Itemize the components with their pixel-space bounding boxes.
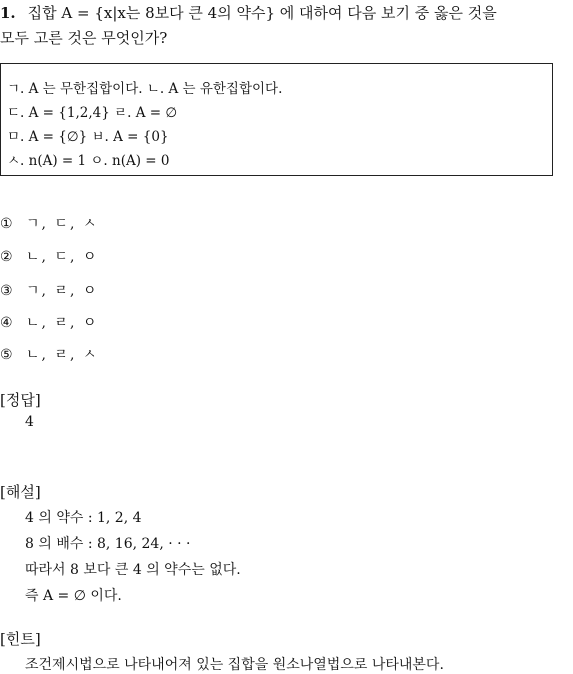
option-5[interactable] (0, 344, 98, 364)
option-4[interactable] (0, 312, 98, 332)
choices-line-4: ㅅ. n(A) = 1 ㅇ. n(A) = 0 (7, 153, 170, 169)
option-1-items: ㄱ, ㄷ, ㅅ (26, 216, 99, 232)
solution-line-1: 4 의 약수 : 1, 2, 4 (25, 510, 142, 526)
option-2-number: ② (0, 249, 13, 265)
choices-line-3: ㅁ. A = {∅} ㅂ. A = {0} (7, 129, 169, 145)
question-line-2: 모두 고른 것은 무엇인가? (0, 29, 168, 47)
option-5-items: ㄴ, ㄹ, ㅅ (26, 347, 99, 363)
question-text-1: 집합 A = {x|x는 8보다 큰 4의 약수} 에 대하여 다음 보기 중 옳은 것을 (27, 4, 497, 22)
choices-line-1: ㄱ. A 는 무한집합이다. ㄴ. A 는 유한집합이다. (7, 81, 283, 97)
answer-title: [정답] (0, 391, 41, 409)
solution-line-4: 즉 A = ∅ 이다. (25, 588, 122, 604)
hint-text: 조건제시법으로 나타내어져 있는 집합을 원소나열법으로 나타내본다. (25, 657, 444, 673)
solution-title: [해설] (0, 483, 41, 501)
option-2-items: ㄴ, ㄷ, ㅇ (26, 249, 99, 265)
option-4-number: ④ (0, 315, 13, 331)
question-line-1 (0, 2, 497, 23)
solution-line-2: 8 의 배수 : 8, 16, 24, · · · (25, 536, 191, 552)
option-3[interactable] (0, 280, 98, 300)
option-3-items: ㄱ, ㄹ, ㅇ (26, 283, 99, 299)
choices-line-2: ㄷ. A = {1,2,4} ㄹ. A = ∅ (7, 105, 178, 121)
option-4-items: ㄴ, ㄹ, ㅇ (26, 315, 99, 331)
choices-box (0, 63, 553, 176)
solution-line-3: 따라서 8 보다 큰 4 의 약수는 없다. (25, 562, 241, 578)
option-1[interactable] (0, 213, 98, 233)
option-2[interactable] (0, 246, 98, 266)
option-1-number: ① (0, 216, 13, 232)
answer-value: 4 (25, 414, 34, 430)
question-number: 1. (0, 4, 16, 22)
option-5-number: ⑤ (0, 347, 13, 363)
hint-title: [힌트] (0, 630, 41, 648)
option-3-number: ③ (0, 283, 13, 299)
